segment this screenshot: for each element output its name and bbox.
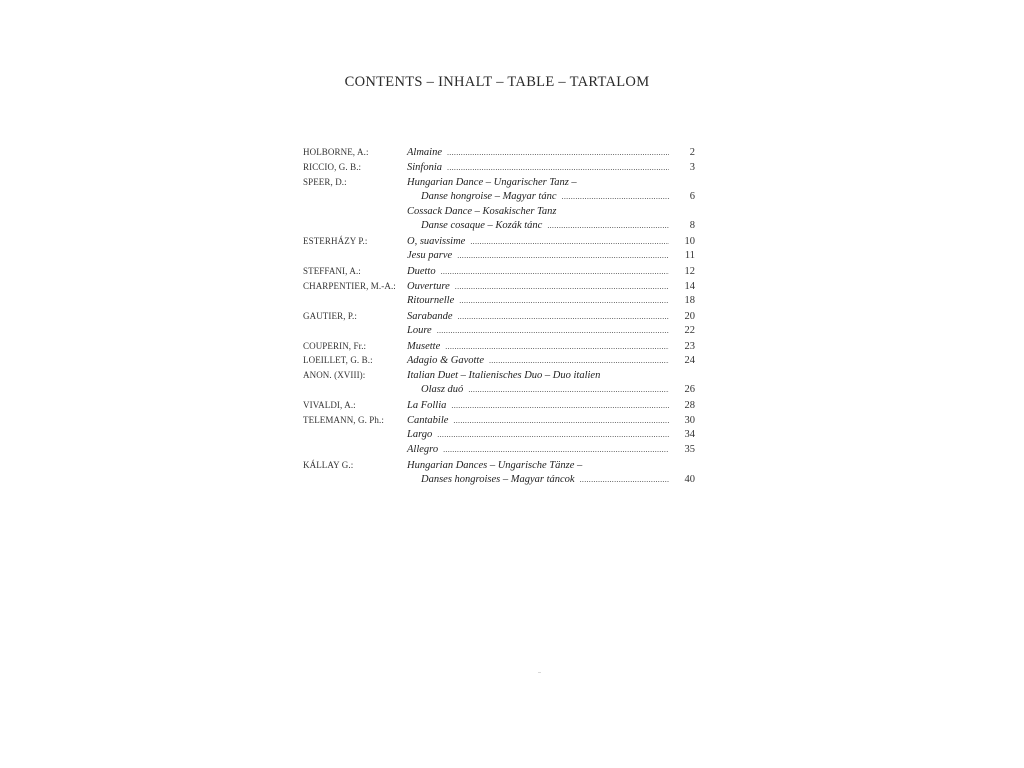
toc-composer: KÁLLAY G.: [303, 459, 354, 470]
toc-piece-title: Hungarian Dances – Ungarische Tänze – [407, 459, 583, 471]
toc-entry [407, 235, 673, 250]
toc-entry [407, 369, 673, 384]
toc-row [303, 383, 695, 398]
toc-row [303, 339, 695, 354]
toc-row [303, 413, 695, 428]
toc-composer: VIVALDI, A.: [303, 400, 356, 411]
toc-piece-title: Sarabande [407, 310, 453, 322]
toc-row [303, 234, 695, 249]
toc-piece-title: Danse cosaque – Kozák tánc [421, 220, 543, 232]
toc-entry [407, 414, 673, 429]
toc-piece-title: Olasz duó [421, 384, 464, 396]
toc-piece-title: Almaine [407, 147, 442, 158]
toc-entry [407, 473, 673, 488]
table-of-contents [303, 145, 695, 487]
toc-piece-title: Allegro [407, 443, 439, 455]
toc-row [303, 294, 695, 309]
toc-page-number: 12 [684, 266, 695, 278]
toc-entry [407, 176, 673, 191]
toc-entry [407, 459, 673, 474]
toc-composer: ANON. (XVIII): [303, 370, 366, 381]
toc-row [303, 249, 695, 264]
toc-composer: SPEER, D.: [303, 176, 347, 187]
toc-piece-title: Cossack Dance – Kosakischer Tanz [407, 205, 557, 217]
toc-row [303, 190, 695, 205]
toc-piece-title: La Follia [407, 400, 447, 412]
toc-piece-title: Duetto [407, 266, 436, 278]
toc-dot-leader [447, 161, 669, 176]
toc-dot-leader [441, 265, 669, 280]
toc-dot-leader [458, 310, 670, 325]
toc-entry [407, 399, 673, 414]
toc-row [303, 458, 695, 473]
toc-composer: CHARPENTIER, M.-A.: [303, 281, 396, 292]
toc-entry [407, 161, 673, 176]
toc-row [303, 205, 695, 220]
toc-dot-leader [443, 443, 669, 458]
toc-dot-leader [562, 190, 669, 205]
toc-dot-leader [580, 473, 669, 488]
toc-piece-title: Italian Duet – Italienisches Duo – Duo italien [407, 370, 601, 382]
toc-composer: HOLBORNE, A.: [303, 147, 369, 157]
toc-page-number: 8 [689, 220, 695, 232]
toc-entry [407, 265, 673, 280]
toc-entry [407, 294, 673, 309]
toc-entry [407, 340, 673, 355]
toc-page-number: 30 [684, 415, 695, 427]
toc-dot-leader [459, 294, 669, 309]
toc-row [303, 473, 695, 488]
toc-page-number: 2 [689, 147, 695, 158]
toc-dot-leader [447, 146, 669, 161]
toc-page-number: 34 [684, 428, 695, 440]
toc-entry [407, 190, 673, 205]
toc-page-number: 35 [684, 443, 695, 455]
toc-dot-leader [445, 340, 669, 355]
toc-piece-title: Ritournelle [407, 294, 455, 306]
toc-entry [407, 310, 673, 325]
toc-row [303, 428, 695, 443]
toc-row [303, 145, 695, 160]
toc-composer: COUPERIN, Fr.: [303, 340, 367, 351]
toc-piece-title: Loure [407, 324, 432, 336]
toc-page-number: 23 [684, 340, 695, 352]
toc-page-number: 40 [684, 473, 695, 485]
toc-page-number: 11 [684, 250, 695, 262]
toc-piece-title: Largo [407, 428, 433, 440]
toc-entry [407, 354, 673, 369]
toc-page-number: 20 [684, 310, 695, 322]
toc-page-number: 22 [684, 324, 695, 336]
toc-row [303, 264, 695, 279]
toc-entry [407, 443, 673, 458]
toc-row [303, 279, 695, 294]
toc-piece-title: Musette [407, 340, 441, 352]
toc-composer: GAUTIER, P.: [303, 310, 357, 321]
toc-dot-leader [457, 249, 669, 264]
toc-page-number: 28 [684, 400, 695, 412]
toc-entry [407, 428, 673, 443]
toc-row [303, 398, 695, 413]
toc-dot-leader [453, 414, 669, 429]
toc-piece-title: Sinfonia [407, 161, 443, 173]
page-title: CONTENTS – INHALT – TABLE – TARTALOM [344, 74, 650, 90]
toc-dot-leader [547, 219, 669, 234]
toc-page-number: 3 [689, 161, 695, 173]
toc-piece-title: O, suavissime [407, 236, 466, 248]
toc-row [303, 368, 695, 383]
toc-row [303, 175, 695, 190]
toc-dot-leader [489, 354, 669, 369]
toc-composer: TELEMANN, G. Ph.: [303, 415, 384, 426]
toc-piece-title: Danses hongroises – Magyar táncok [421, 473, 575, 485]
toc-piece-title: Danse hongroise – Magyar tánc [421, 190, 557, 202]
toc-composer: ESTERHÁZY P.: [303, 236, 368, 247]
toc-row [303, 353, 695, 368]
toc-page-number: 6 [689, 190, 695, 202]
toc-composer: LOEILLET, G. B.: [303, 355, 373, 366]
toc-entry [407, 205, 673, 220]
toc-row [303, 443, 695, 458]
toc-entry [407, 324, 673, 339]
toc-entry [407, 146, 673, 161]
toc-row [303, 309, 695, 324]
toc-row [303, 160, 695, 175]
toc-piece-title: Adagio & Gavotte [407, 355, 484, 367]
toc-piece-title: Jesu parve [407, 250, 453, 262]
toc-page-number: 14 [684, 281, 695, 293]
toc-dot-leader [455, 280, 669, 295]
toc-dot-leader [437, 428, 669, 443]
toc-composer: STEFFANI, A.: [303, 266, 361, 277]
toc-piece-title: Cantabile [407, 415, 449, 427]
toc-page-number: 18 [684, 294, 695, 306]
toc-dot-leader [451, 399, 669, 414]
toc-entry [407, 383, 673, 398]
toc-page-number: 26 [684, 384, 695, 396]
toc-dot-leader [468, 383, 669, 398]
toc-entry [407, 249, 673, 264]
toc-row [303, 219, 695, 234]
scan-speck [538, 672, 541, 673]
toc-entry [407, 219, 673, 234]
toc-piece-title: Ouverture [407, 281, 450, 293]
toc-piece-title: Hungarian Dance – Ungarischer Tanz – [407, 176, 577, 188]
toc-dot-leader [437, 324, 669, 339]
toc-dot-leader [470, 235, 669, 250]
toc-page-number: 24 [684, 355, 695, 367]
toc-composer: RICCIO, G. B.: [303, 161, 362, 172]
toc-row [303, 324, 695, 339]
toc-entry [407, 280, 673, 295]
toc-page-number: 10 [684, 236, 695, 248]
